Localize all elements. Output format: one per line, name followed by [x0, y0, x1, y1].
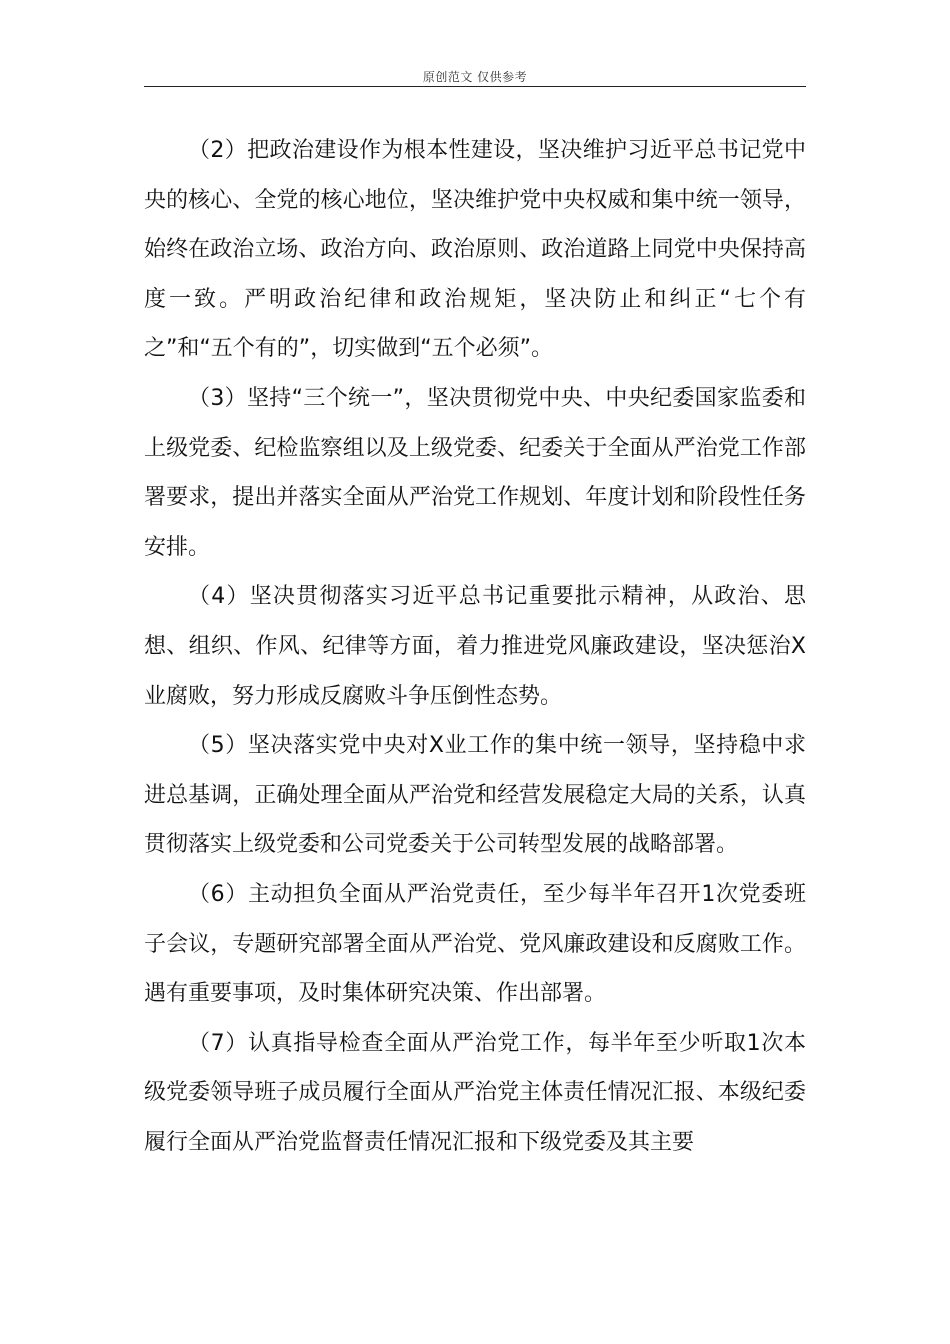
paragraph-5: （5）坚决落实党中央对X业工作的集中统一领导，坚持稳中求进总基调，正确处理全面从严治党和经营发展稳定大局的关系，认真贯彻落实上级党委和公司党委关于公司转型发展的战略部署。 — [144, 733, 806, 858]
paragraph-4: （4）坚决贯彻落实习近平总书记重要批示精神，从政治、思想、组织、作风、纪律等方面，着力推进党风廉政建设，坚决惩治X业腐败，努力形成反腐败斗争压倒性态势。 — [144, 584, 806, 709]
paragraph-7: （7）认真指导检查全面从严治党工作，每半年至少听取1次本级党委领导班子成员履行全面从严治党主体责任情况汇报、本级纪委履行全面从严治党监督责任情况汇报和下级党委及其主要 — [144, 1030, 806, 1155]
paragraph-2: （2）把政治建设作为根本性建设，坚决维护习近平总书记党中央的核心、全党的核心地位，坚决维护党中央权威和集中统一领导，始终在政治立场、政治方向、政治原则、政治道路上同党中央保持高度一致。严明政治纪律和政治规矩，坚决防止和纠正“七个有之”和“五个有的”，切实做到“五个必须”。 — [144, 138, 806, 362]
document-body — [144, 126, 806, 1167]
page-header — [144, 66, 806, 87]
paragraph-6: （6）主动担负全面从严治党责任，至少每半年召开1次党委班子会议，专题研究部署全面从严治党、党风廉政建设和反腐败工作。遇有重要事项，及时集体研究决策、作出部署。 — [144, 881, 806, 1007]
header-text: 原创范文 仅供参考 — [422, 70, 528, 84]
paragraph-3: （3）坚持“三个统一”，坚决贯彻党中央、中央纪委国家监委和上级党委、纪检监察组以及上级党委、纪委关于全面从严治党工作部署要求，提出并落实全面从严治党工作规划、年度计划和阶段性任务安排。 — [144, 385, 806, 560]
